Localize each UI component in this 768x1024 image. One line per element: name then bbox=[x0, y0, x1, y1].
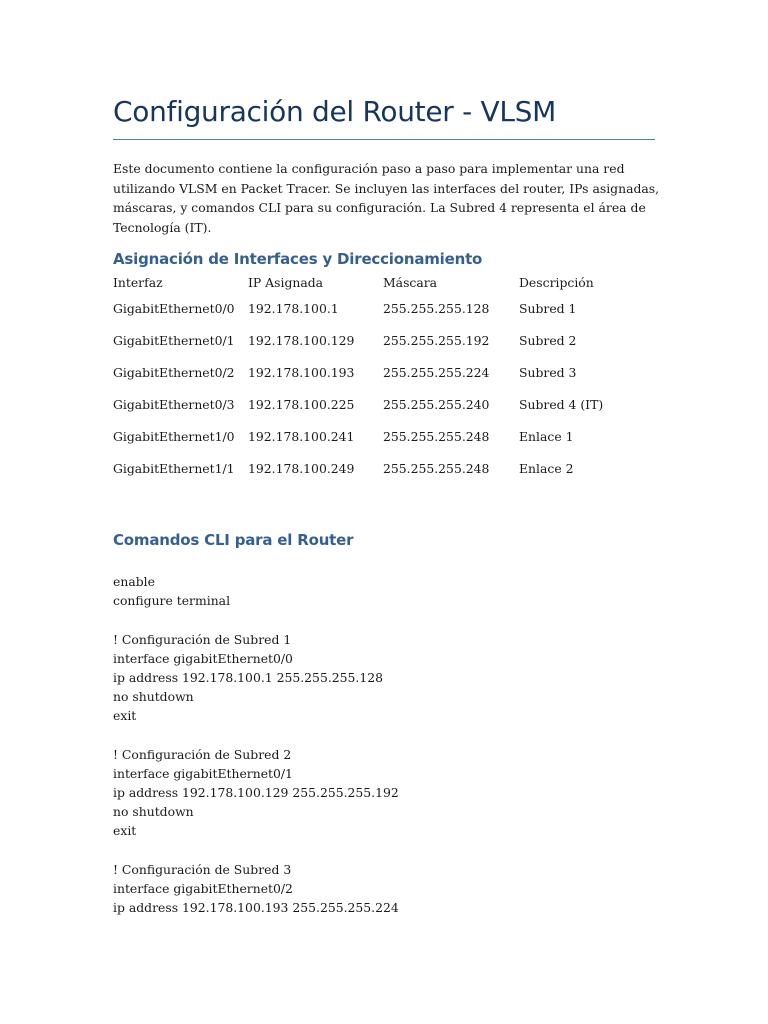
cli-line: interface gigabitEthernet0/1 bbox=[113, 765, 293, 781]
column-header-ip: IP Asignada bbox=[248, 274, 324, 290]
cli-line: enable bbox=[113, 574, 155, 589]
ip-cell: 192.178.100.241 bbox=[248, 428, 355, 444]
ip-cell: 192.178.100.129 bbox=[248, 332, 355, 348]
table-row bbox=[113, 356, 639, 388]
cli-line: configure terminal bbox=[113, 593, 231, 609]
cli-line: ! Configuración de Subred 2 bbox=[113, 746, 292, 762]
interface-cell: GigabitEthernet0/1 bbox=[113, 332, 235, 348]
column-header-descripcion: Descripción bbox=[519, 274, 594, 290]
document-title: Configuración del Router - VLSM bbox=[113, 95, 556, 128]
title-underline bbox=[113, 139, 655, 140]
description-cell: Enlace 2 bbox=[519, 460, 574, 476]
cli-blank-line bbox=[113, 841, 399, 860]
cli-line: interface gigabitEthernet0/0 bbox=[113, 650, 293, 666]
interfaces-table-body bbox=[113, 292, 639, 484]
interface-cell: GigabitEthernet0/2 bbox=[113, 364, 235, 380]
table-header-row bbox=[113, 272, 639, 292]
column-header-interfaz: Interfaz bbox=[113, 274, 163, 290]
cli-line: exit bbox=[113, 823, 137, 839]
cli-line: ! Configuración de Subred 3 bbox=[113, 861, 292, 877]
description-cell: Subred 2 bbox=[519, 332, 577, 348]
cli-blank-line bbox=[113, 726, 399, 745]
column-header-mascara: Máscara bbox=[383, 274, 438, 290]
interfaces-heading: Asignación de Interfaces y Direccionamiento bbox=[113, 250, 483, 268]
cli-line: no shutdown bbox=[113, 689, 194, 705]
ip-cell: 192.178.100.193 bbox=[248, 364, 355, 380]
cli-line: ip address 192.178.100.193 255.255.255.224 bbox=[113, 900, 399, 916]
cli-line: interface gigabitEthernet0/2 bbox=[113, 881, 293, 896]
description-cell: Subred 4 (IT) bbox=[519, 396, 604, 412]
table-row bbox=[113, 388, 639, 420]
mask-cell: 255.255.255.248 bbox=[383, 460, 490, 476]
ip-cell: 192.178.100.249 bbox=[248, 460, 355, 476]
description-cell: Subred 1 bbox=[519, 300, 577, 316]
table-row bbox=[113, 292, 639, 324]
cli-line: ip address 192.178.100.1 255.255.255.128 bbox=[113, 669, 383, 685]
interface-cell: GigabitEthernet1/1 bbox=[113, 460, 235, 476]
cli-line: ! Configuración de Subred 1 bbox=[113, 631, 292, 647]
table-row bbox=[113, 452, 639, 484]
interface-cell: GigabitEthernet0/0 bbox=[113, 300, 235, 316]
mask-cell: 255.255.255.192 bbox=[383, 332, 490, 348]
mask-cell: 255.255.255.128 bbox=[383, 300, 490, 316]
cli-line: exit bbox=[113, 708, 137, 724]
mask-cell: 255.255.255.248 bbox=[383, 428, 490, 444]
table-row bbox=[113, 324, 639, 356]
description-cell: Enlace 1 bbox=[519, 428, 574, 444]
interface-cell: GigabitEthernet0/3 bbox=[113, 396, 235, 412]
description-cell: Subred 3 bbox=[519, 364, 577, 380]
mask-cell: 255.255.255.240 bbox=[383, 396, 490, 412]
intro-paragraph: Este documento contiene la configuración paso a paso para implementar una red utilizando VLSM en Packet Tracer. Se incluyen las interfaces del router, IPs asignadas, máscaras, y comandos CLI para su configuración. La Subred 4 representa el área de Tecnología (IT). bbox=[113, 161, 660, 235]
cli-heading: Comandos CLI para el Router bbox=[113, 531, 354, 549]
cli-commands-block bbox=[113, 572, 399, 917]
mask-cell: 255.255.255.224 bbox=[383, 364, 490, 380]
ip-cell: 192.178.100.225 bbox=[248, 396, 355, 412]
ip-cell: 192.178.100.1 bbox=[248, 300, 339, 316]
cli-line: no shutdown bbox=[113, 804, 194, 820]
interface-cell: GigabitEthernet1/0 bbox=[113, 428, 235, 444]
interfaces-table bbox=[113, 272, 639, 484]
cli-blank-line bbox=[113, 610, 399, 629]
cli-line: ip address 192.178.100.129 255.255.255.192 bbox=[113, 785, 399, 801]
table-row bbox=[113, 420, 639, 452]
